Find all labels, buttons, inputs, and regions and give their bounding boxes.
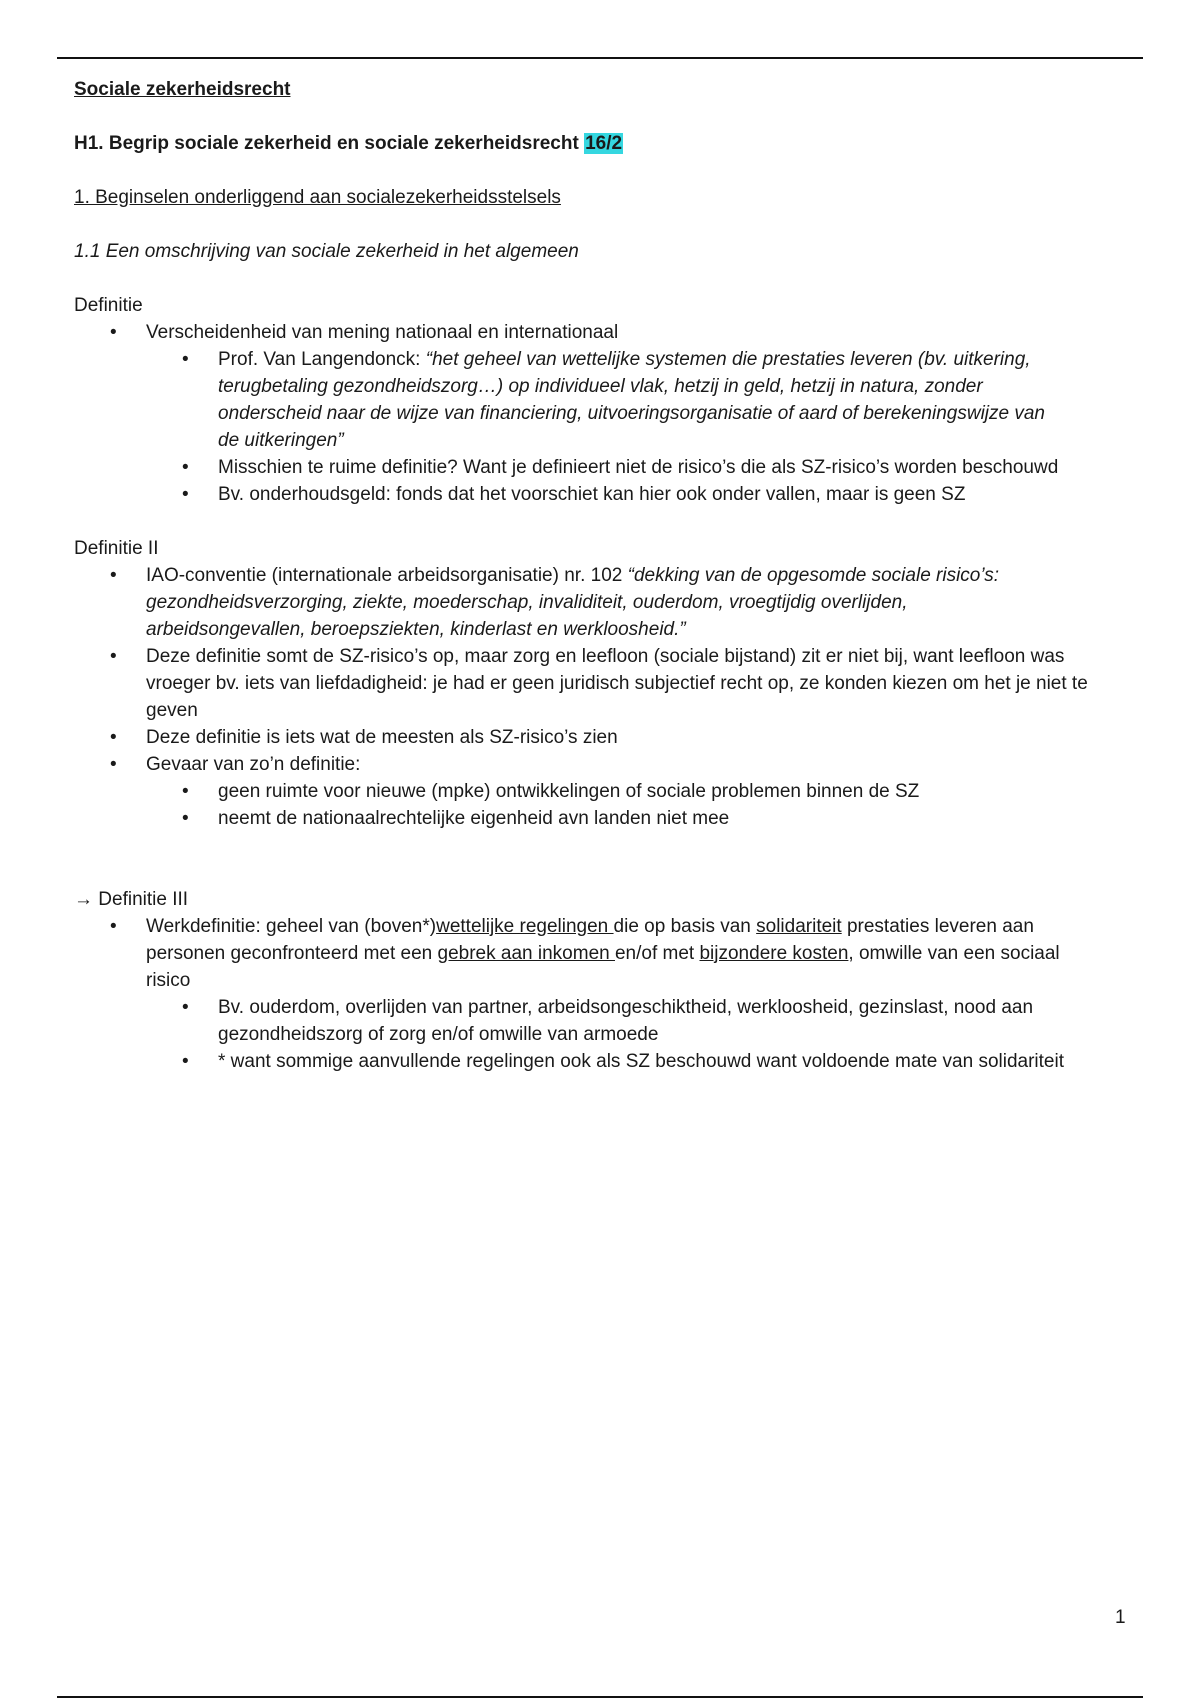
definition-1-bullet-1: • Verscheidenheid van mening nationaal en internationaal bbox=[146, 322, 619, 343]
definition-2-sublist bbox=[146, 778, 1134, 832]
definition-2-heading: Definitie II bbox=[74, 538, 159, 559]
definition-3-list bbox=[74, 913, 1134, 1075]
definition-1-subbullet-3: • Bv. onderhoudsgeld: fonds dat het voorschiet kan hier ook onder vallen, maar is geen SZ bbox=[218, 484, 966, 505]
definition-1-list bbox=[74, 319, 1134, 508]
list-item bbox=[146, 346, 1134, 454]
definition-2-subbullet-1: • geen ruimte voor nieuwe (mpke) ontwikkelingen of sociale problemen binnen de SZ bbox=[218, 781, 920, 802]
definition-1-heading: Definitie bbox=[74, 295, 143, 316]
underlined-term: wettelijke regelingen bbox=[436, 916, 614, 937]
underlined-term: gebrek aan inkomen bbox=[437, 943, 615, 964]
list-item bbox=[146, 1048, 1134, 1075]
definition-3-sublist bbox=[146, 994, 1134, 1075]
definition-1-subbullet-2: • Misschien te ruime definitie? Want je definieert niet de risico’s die als SZ-risico’s worden beschouwd bbox=[218, 457, 1059, 478]
list-item bbox=[74, 562, 1134, 643]
definition-1-sublist bbox=[146, 346, 1134, 508]
definition-3-title: Definitie III bbox=[98, 889, 189, 910]
page-number: 1 bbox=[1115, 1607, 1126, 1628]
section-heading: 1. Beginselen onderliggend aan socialezekerheidsstelsels bbox=[74, 187, 561, 208]
definition-2-bullet-2: • Deze definitie somt de SZ-risico’s op, maar zorg en leefloon (sociale bijstand) zit er niet bij, want leefloon was vroeger bv. iets van liefdadigheid: je had er geen juridisch subjectief recht op, ze konden kiezen om het je niet te geven bbox=[146, 646, 1088, 721]
definition-1-quote-item bbox=[218, 346, 1058, 454]
list-item bbox=[146, 778, 1134, 805]
quote-text: “het geheel van wettelijke systemen die prestaties leveren (bv. uitkering, terugbetaling gezondheidszorg…) op individueel vlak, hetzij in geld, hetzij in natura, zonder onderscheid naar de wijze van financiering, uitvoeringsorganisatie of aard of berekeningswijze van de uitkeringen” bbox=[218, 349, 1045, 451]
definition-2-subbullet-2: • neemt de nationaalrechtelijke eigenheid avn landen niet mee bbox=[218, 808, 730, 829]
chapter-date-highlight: 16/2 bbox=[585, 133, 623, 154]
definition-2-list bbox=[74, 562, 1134, 832]
text-segment: en/of met bbox=[614, 943, 700, 964]
list-item bbox=[74, 913, 1134, 1075]
definition-3-bullet-1 bbox=[146, 913, 1106, 994]
definition-2-bullet-4: • Gevaar van zo’n definitie: bbox=[146, 754, 361, 775]
definition-2-bullet-1 bbox=[146, 562, 1046, 643]
iao-convention: IAO-conventie (internationale arbeidsorganisatie) nr. 102 bbox=[146, 565, 628, 586]
definition-3-subbullet-2: • * want sommige aanvullende regelingen ook als SZ beschouwd want voldoende mate van solidariteit bbox=[218, 1051, 1065, 1072]
list-item bbox=[146, 454, 1134, 481]
list-item bbox=[146, 805, 1134, 832]
list-item bbox=[146, 481, 1134, 508]
text-segment: Werkdefinitie: geheel van (boven*) bbox=[146, 916, 437, 937]
text-segment: die op basis van bbox=[613, 916, 757, 937]
definition-3-heading bbox=[74, 886, 1134, 913]
list-item bbox=[74, 643, 1134, 724]
bottom-rule bbox=[57, 1696, 1143, 1698]
underlined-term: bijzondere kosten bbox=[699, 943, 849, 964]
top-rule bbox=[57, 57, 1143, 59]
document-title: Sociale zekerheidsrecht bbox=[74, 79, 291, 100]
chapter-heading bbox=[74, 130, 1134, 157]
underlined-term: solidariteit bbox=[756, 916, 842, 937]
arrow-icon: → bbox=[74, 889, 93, 910]
list-item bbox=[146, 994, 1134, 1048]
page-content bbox=[74, 74, 1134, 1075]
list-item bbox=[74, 724, 1134, 751]
text-segment: , omwille van een sociaal risico bbox=[146, 943, 1060, 991]
quote-author: Prof. Van Langendonck: bbox=[218, 349, 426, 370]
definition-2-bullet-3: • Deze definitie is iets wat de meesten als SZ-risico’s zien bbox=[146, 727, 618, 748]
text-segment: prestaties leveren aan personen geconfronteerd met een bbox=[146, 916, 1034, 964]
definition-3-subbullet-1: • Bv. ouderdom, overlijden van partner, arbeidsongeschiktheid, werkloosheid, gezinslast, nood aan gezondheidszorg of zorg en/of omwille van armoede bbox=[218, 997, 1034, 1045]
list-item bbox=[74, 319, 1134, 508]
iao-quote: “dekking van de opgesomde sociale risico’s: gezondheidsverzorging, ziekte, moederschap, invaliditeit, ouderdom, vroegtijdig overlijden, arbeidsongevallen, beroepsziekten, kinderlast en werkloosheid.” bbox=[146, 565, 1000, 640]
chapter-title: H1. Begrip sociale zekerheid en sociale zekerheidsrecht bbox=[74, 133, 579, 154]
subsection-heading: 1.1 Een omschrijving van sociale zekerheid in het algemeen bbox=[74, 241, 579, 262]
list-item bbox=[74, 751, 1134, 832]
